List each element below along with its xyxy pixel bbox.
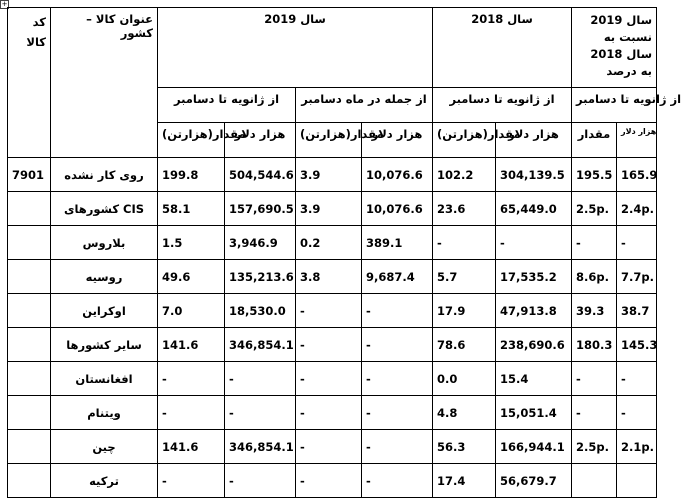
cell-qty-2019: -: [158, 362, 225, 396]
cell-qty-2019: 141.6: [158, 328, 225, 362]
cell-value-2019: -: [225, 464, 296, 498]
cell-pct-value: 2.1p.: [617, 430, 657, 464]
cell-value-2019: 135,213.6: [225, 260, 296, 294]
cell-qty-2018: 17.9: [433, 294, 496, 328]
cell-value-2018: 238,690.6: [496, 328, 572, 362]
cell-qty-2019: 1.5: [158, 226, 225, 260]
cell-value-2019: 157,690.5: [225, 192, 296, 226]
header-dec-2019: از جمله در ماه دسامبر: [296, 88, 433, 123]
cell-value-2018: 15.4: [496, 362, 572, 396]
cell-qty-dec: -: [296, 430, 362, 464]
header-year-2018: سال 2018: [433, 8, 572, 88]
cell-value-2018: -: [496, 226, 572, 260]
cell-name: ویتنام: [51, 396, 158, 430]
cell-qty-2019: 199.8: [158, 158, 225, 192]
cell-value-dec: -: [362, 464, 433, 498]
cell-pct-value: 7.7p.: [617, 260, 657, 294]
subheader-value-dec: هزار دلار: [362, 123, 433, 158]
cell-value-dec: -: [362, 328, 433, 362]
cell-pct-qty: -: [572, 362, 617, 396]
cell-qty-2019: 141.6: [158, 430, 225, 464]
cell-name: بلاروس: [51, 226, 158, 260]
cell-qty-2018: 78.6: [433, 328, 496, 362]
header-jan-dec-2018: از ژانویه تا دسامبر: [433, 88, 572, 123]
cell-name: اوکراین: [51, 294, 158, 328]
cell-value-dec: 389.1: [362, 226, 433, 260]
subheader-value-pct: هزار دلار: [617, 123, 657, 158]
cell-pct-qty: [572, 464, 617, 498]
cell-qty-2019: -: [158, 464, 225, 498]
cell-pct-qty: 2.5p.: [572, 430, 617, 464]
cell-code: [8, 464, 51, 498]
cell-qty-2019: -: [158, 396, 225, 430]
cell-code: [8, 294, 51, 328]
cell-code: [8, 226, 51, 260]
cell-value-2018: 56,679.7: [496, 464, 572, 498]
table-row: [8, 328, 657, 362]
cell-value-2018: 65,449.0: [496, 192, 572, 226]
header-code: کد کالا: [8, 8, 51, 158]
cell-code: [8, 328, 51, 362]
cell-code: [8, 396, 51, 430]
cell-qty-dec: 3.8: [296, 260, 362, 294]
cell-pct-value: 165.9: [617, 158, 657, 192]
header-jan-dec-2019: از ژانویه تا دسامبر: [158, 88, 296, 123]
cell-qty-dec: -: [296, 396, 362, 430]
cell-value-dec: 10,076.6: [362, 192, 433, 226]
cell-qty-2019: 7.0: [158, 294, 225, 328]
cell-qty-dec: -: [296, 362, 362, 396]
cell-pct-value: -: [617, 362, 657, 396]
cell-value-dec: -: [362, 430, 433, 464]
cell-qty-dec: -: [296, 464, 362, 498]
cell-value-2019: 3,946.9: [225, 226, 296, 260]
cell-value-dec: -: [362, 294, 433, 328]
cell-qty-2019: 49.6: [158, 260, 225, 294]
cell-qty-2018: 0.0: [433, 362, 496, 396]
cell-name: افغانستان: [51, 362, 158, 396]
cell-pct-qty: 39.3: [572, 294, 617, 328]
cell-value-2019: 346,854.1: [225, 328, 296, 362]
subheader-qty-2019: مقدار(هزارتن): [158, 123, 225, 158]
header-jan-dec-pct: از ژانویه تا دسامبر: [572, 88, 657, 123]
header-year-2019: سال 2019: [158, 8, 433, 88]
trade-table: [7, 7, 681, 498]
cell-qty-2019: 58.1: [158, 192, 225, 226]
table-row: [8, 158, 657, 192]
header-item: عنوان کالا – کشور: [51, 8, 158, 158]
cell-value-2019: -: [225, 362, 296, 396]
cell-value-2018: 15,051.4: [496, 396, 572, 430]
table-row: [8, 362, 657, 396]
table-body: [8, 158, 657, 498]
cell-qty-2018: 5.7: [433, 260, 496, 294]
cell-qty-dec: 0.2: [296, 226, 362, 260]
table-row: [8, 430, 657, 464]
table-row: [8, 192, 657, 226]
table-row: [8, 294, 657, 328]
cell-pct-value: 145.3: [617, 328, 657, 362]
cell-name: روی کار نشده: [51, 158, 158, 192]
cell-name: کشورهای CIS: [51, 192, 158, 226]
table-move-handle-icon[interactable]: +: [1, 0, 8, 8]
table-row: [8, 260, 657, 294]
cell-qty-dec: -: [296, 328, 362, 362]
cell-code: 7901: [8, 158, 51, 192]
cell-value-dec: 10,076.6: [362, 158, 433, 192]
cell-pct-qty: -: [572, 396, 617, 430]
table-row: [8, 226, 657, 260]
cell-pct-value: -: [617, 396, 657, 430]
cell-name: ترکیه: [51, 464, 158, 498]
cell-value-2018: 17,535.2: [496, 260, 572, 294]
cell-pct-qty: 195.5: [572, 158, 617, 192]
cell-qty-2018: 17.4: [433, 464, 496, 498]
cell-value-2018: 47,913.8: [496, 294, 572, 328]
cell-qty-dec: 3.9: [296, 192, 362, 226]
cell-pct-value: 2.4p.: [617, 192, 657, 226]
subheader-value-2019: هزار دلار: [225, 123, 296, 158]
header-percent: سال 2019 نسبت به سال 2018 به درصد: [572, 8, 657, 88]
cell-code: [8, 260, 51, 294]
cell-qty-2018: 102.2: [433, 158, 496, 192]
cell-value-dec: -: [362, 362, 433, 396]
cell-pct-qty: 180.3: [572, 328, 617, 362]
table-row: [8, 464, 657, 498]
cell-code: [8, 362, 51, 396]
cell-value-2018: 304,139.5: [496, 158, 572, 192]
cell-name: سایر کشورها: [51, 328, 158, 362]
subheader-qty-pct: مقدار: [572, 123, 617, 158]
cell-value-2018: 166,944.1: [496, 430, 572, 464]
cell-qty-2018: 4.8: [433, 396, 496, 430]
cell-value-2019: 346,854.1: [225, 430, 296, 464]
cell-value-2019: -: [225, 396, 296, 430]
cell-value-2019: 18,530.0: [225, 294, 296, 328]
cell-pct-value: -: [617, 226, 657, 260]
cell-qty-dec: -: [296, 294, 362, 328]
cell-pct-qty: 2.5p.: [572, 192, 617, 226]
cell-pct-qty: 8.6p.: [572, 260, 617, 294]
cell-qty-2018: -: [433, 226, 496, 260]
cell-qty-2018: 56.3: [433, 430, 496, 464]
cell-code: [8, 192, 51, 226]
cell-code: [8, 430, 51, 464]
cell-pct-qty: -: [572, 226, 617, 260]
table-row: [8, 396, 657, 430]
cell-name: روسیه: [51, 260, 158, 294]
cell-value-2019: 504,544.6: [225, 158, 296, 192]
cell-value-dec: 9,687.4: [362, 260, 433, 294]
cell-name: چین: [51, 430, 158, 464]
cell-value-dec: -: [362, 396, 433, 430]
cell-pct-value: [617, 464, 657, 498]
subheader-qty-dec: مقدار(هزارتن): [296, 123, 362, 158]
cell-qty-dec: 3.9: [296, 158, 362, 192]
subheader-value-2018: هزار دلار: [496, 123, 572, 158]
header-row-1: [8, 8, 657, 88]
cell-qty-2018: 23.6: [433, 192, 496, 226]
cell-pct-value: 38.7: [617, 294, 657, 328]
subheader-qty-2018: مقدار(هزارتن): [433, 123, 496, 158]
